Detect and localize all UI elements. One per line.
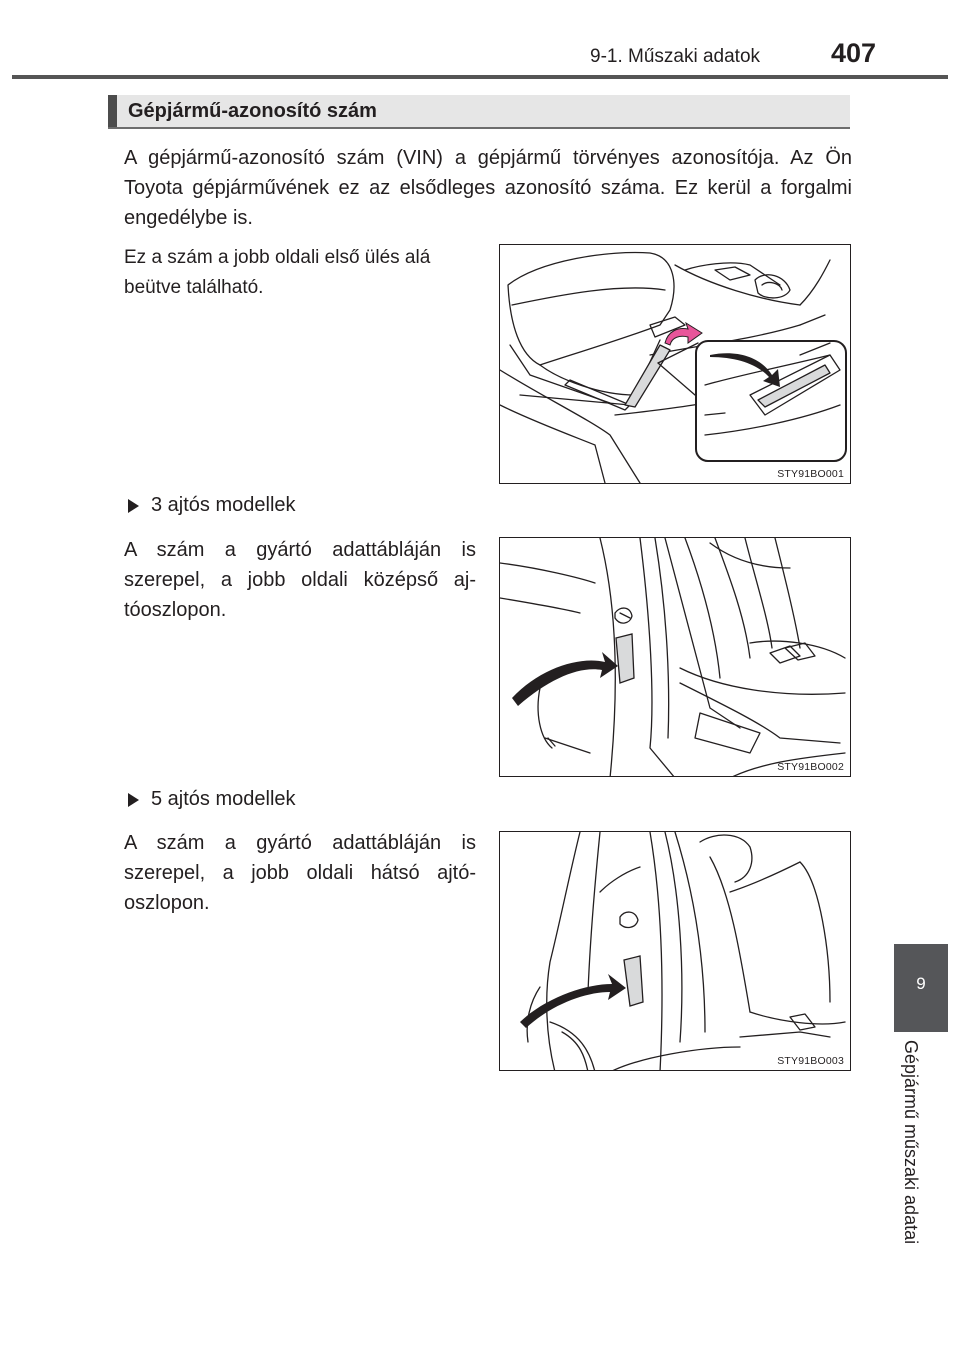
pointer-arrow-icon: [512, 652, 618, 706]
block-2-text: A szám a gyártó adattábláján is szerepel, a jobb oldali középső aj-tóoszlopon.: [124, 539, 476, 621]
seat-vin-illustration: [500, 245, 851, 484]
section-heading: [108, 95, 850, 129]
section-heading-bar: [108, 95, 117, 127]
subheading-3-door: [128, 494, 296, 517]
chapter-side-label: Gépjármű műszaki adatai: [901, 1040, 921, 1245]
figure-5-door-pillar: [499, 831, 851, 1071]
chapter-tab-number: 9: [916, 974, 926, 993]
page-number: 407: [831, 38, 877, 68]
section-heading-text: Gépjármű-azonosító szám: [128, 100, 377, 122]
subheading-text: 5 ajtós modellek: [151, 788, 296, 810]
intro-text: A gépjármű-azonosító szám (VIN) a gépjármű törvényes azonosítója. Az Ön Toyota gépjárművének ez az elsődleges azonosító száma. Ez kerül a forgalmi engedélybe is.: [124, 147, 852, 229]
vin-plate-icon: [616, 634, 634, 683]
subheading-text: 3 ajtós modellek: [151, 494, 296, 516]
chapter-title: 9-1. Műszaki adatok: [590, 46, 761, 67]
figure-3-door-pillar: [499, 537, 851, 777]
figure-code: STY91BO002: [777, 761, 844, 773]
vin-plate-icon: [624, 956, 643, 1006]
subheading-5-door: [128, 788, 296, 811]
triangle-bullet-icon: [128, 499, 139, 513]
figure-code: STY91BO003: [777, 1055, 844, 1067]
triangle-bullet-icon: [128, 793, 139, 807]
pointer-arrow-icon: [520, 974, 626, 1028]
figure-code: STY91BO001: [777, 468, 844, 480]
block-1-text: Ez a szám a jobb oldali első ülés alá beütve található.: [124, 247, 431, 298]
chapter-tab: [894, 944, 948, 1032]
header-rule: [12, 75, 948, 79]
figure-seat-vin: [499, 244, 851, 484]
door-pillar-5-illustration: [500, 832, 851, 1071]
block-3-text: A szám a gyártó adattábláján is szerepel, a jobb oldali hátsó ajtó-oszlopon.: [124, 832, 476, 914]
intro-paragraph: [124, 143, 852, 233]
door-pillar-3-illustration: [500, 538, 851, 777]
